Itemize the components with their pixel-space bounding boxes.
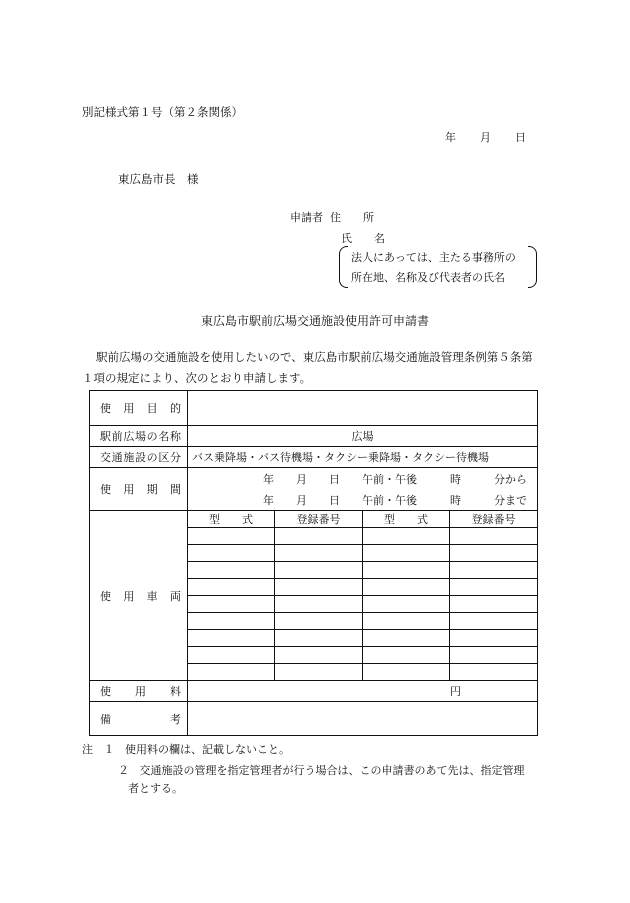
vehicle-cell[interactable] <box>450 613 538 630</box>
vehicle-cell[interactable] <box>450 630 538 647</box>
vehicle-cell[interactable] <box>363 579 450 596</box>
vehicle-cell[interactable] <box>275 630 363 647</box>
note-2-text-1: 交通施設の管理を指定管理者が行う場合は、この申請書のあて先は、指定管理 <box>139 764 525 777</box>
note-label: 注 <box>82 743 93 756</box>
vehicle-cell[interactable] <box>363 647 450 664</box>
vehicle-cell[interactable] <box>275 579 363 596</box>
vehicle-cell[interactable] <box>275 647 363 664</box>
vehicle-cell[interactable] <box>363 596 450 613</box>
period-label: 使 用 期 間 <box>90 468 188 511</box>
vehicle-cell[interactable] <box>188 528 275 545</box>
vehicle-header-model-1: 型 式 <box>188 511 275 528</box>
plaza-name-label: 駅前広場の名称 <box>90 426 188 447</box>
fee-label: 使 用 料 <box>90 681 188 702</box>
note-1-text: 使用料の欄は、記載しないこと。 <box>125 743 290 756</box>
vehicle-cell[interactable] <box>188 630 275 647</box>
period-from-field[interactable]: 年 月 日 午前・午後 時 分から <box>188 468 538 490</box>
date-year: 年 <box>445 131 456 144</box>
vehicle-cell[interactable] <box>450 647 538 664</box>
applicant-name-label: 氏 名 <box>341 232 385 245</box>
date-line <box>445 129 550 145</box>
vehicle-cell[interactable] <box>188 664 275 681</box>
vehicle-cell[interactable] <box>363 630 450 647</box>
form-reference: 別記様式第１号（第２条関係） <box>82 105 243 119</box>
note-1-number: １ <box>103 743 115 756</box>
note-2-text-2: 者とする。 <box>128 782 183 795</box>
applicant-address-line <box>290 209 374 225</box>
bracket-line-1: 法人にあっては、主たる事務所の <box>351 251 516 264</box>
vehicle-header-reg-1: 登録番号 <box>275 511 363 528</box>
purpose-label: 使 用 目 的 <box>90 391 188 426</box>
intro-line-2: １項の規定により、次のとおり申請します。 <box>82 371 312 385</box>
vehicle-cell[interactable] <box>363 545 450 562</box>
corporate-note-bracket <box>339 246 537 288</box>
vehicle-cell[interactable] <box>363 562 450 579</box>
vehicle-cell[interactable] <box>188 613 275 630</box>
vehicle-cell[interactable] <box>188 596 275 613</box>
vehicle-cell[interactable] <box>275 596 363 613</box>
vehicle-cell[interactable] <box>275 528 363 545</box>
purpose-field[interactable] <box>188 391 538 426</box>
remarks-label: 備 考 <box>90 702 188 736</box>
vehicle-header-reg-2: 登録番号 <box>450 511 538 528</box>
period-to-field[interactable]: 年 月 日 午前・午後 時 分まで <box>188 489 538 511</box>
vehicle-cell[interactable] <box>363 664 450 681</box>
vehicle-cell[interactable] <box>275 613 363 630</box>
vehicle-cell[interactable] <box>188 579 275 596</box>
vehicle-header-model-2: 型 式 <box>363 511 450 528</box>
remarks-field[interactable] <box>188 702 538 736</box>
note-1 <box>82 741 290 757</box>
vehicle-cell[interactable] <box>450 596 538 613</box>
vehicle-cell[interactable] <box>188 562 275 579</box>
address-label: 住 所 <box>330 211 374 224</box>
vehicle-cell[interactable] <box>188 545 275 562</box>
vehicle-cell[interactable] <box>275 545 363 562</box>
bracket-line-2: 所在地、名称及び代表者の氏名 <box>351 271 505 284</box>
date-day: 日 <box>515 131 526 144</box>
vehicle-cell[interactable] <box>450 579 538 596</box>
vehicles-label: 使 用 車 両 <box>90 511 188 681</box>
vehicle-cell[interactable] <box>450 545 538 562</box>
intro-line-1: 駅前広場の交通施設を使用したいので、東広島市駅前広場交通施設管理条例第５条第 <box>96 350 533 364</box>
vehicle-cell[interactable] <box>363 528 450 545</box>
fee-field[interactable]: 円 <box>188 681 538 702</box>
vehicle-cell[interactable] <box>450 664 538 681</box>
facility-type-label: 交通施設の区分 <box>90 447 188 468</box>
note-2 <box>118 762 525 778</box>
vehicle-cell[interactable] <box>450 562 538 579</box>
vehicle-cell[interactable] <box>450 528 538 545</box>
addressee: 東広島市長 様 <box>118 172 199 186</box>
application-table <box>89 390 538 736</box>
applicant-label: 申請者 <box>290 211 323 224</box>
date-month: 月 <box>480 131 491 144</box>
page-title: 東広島市駅前広場交通施設使用許可申請書 <box>200 314 429 328</box>
vehicle-cell[interactable] <box>188 647 275 664</box>
facility-type-field[interactable]: バス乗降場・バス待機場・タクシー乗降場・タクシー待機場 <box>188 447 538 468</box>
vehicle-cell[interactable] <box>363 613 450 630</box>
plaza-name-field[interactable]: 広場 <box>188 426 538 447</box>
vehicle-cell[interactable] <box>275 562 363 579</box>
note-2-number: ２ <box>118 764 129 777</box>
vehicle-cell[interactable] <box>275 664 363 681</box>
